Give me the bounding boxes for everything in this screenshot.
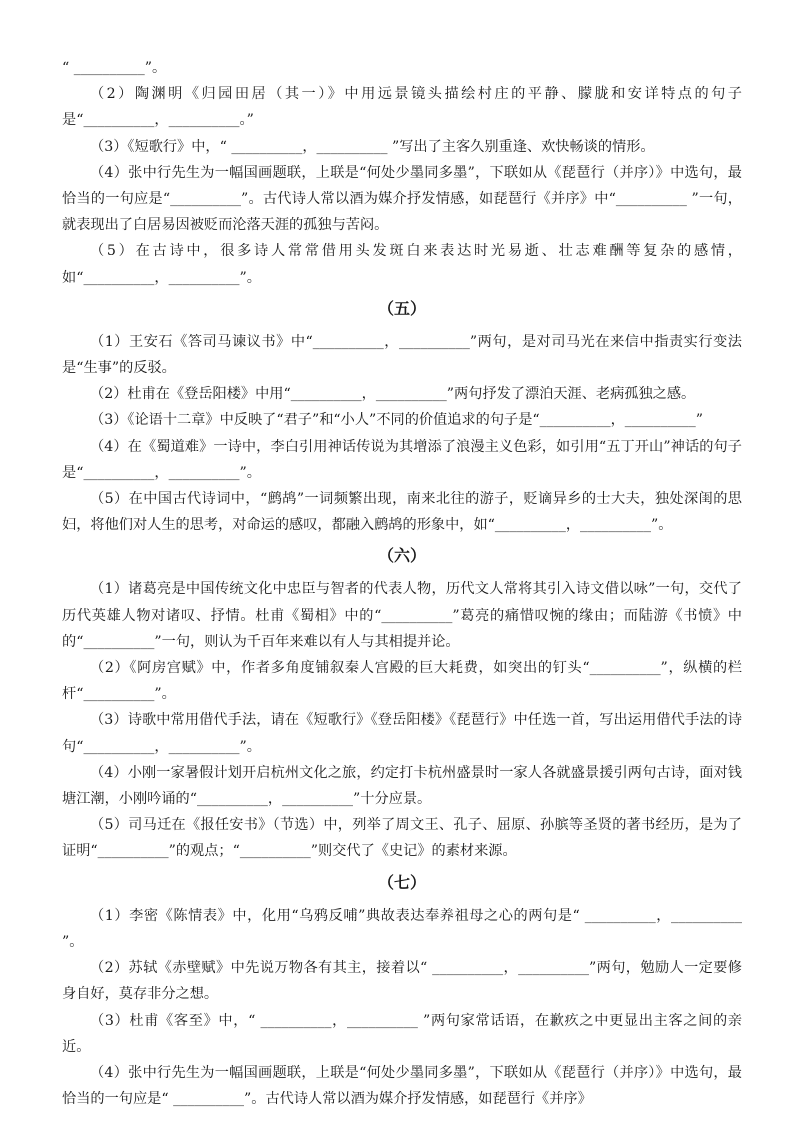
question-paragraph: （3）诗歌中常用借代手法，请在《短歌行》《登岳阳楼》《琵琶行》中任选一首，写出运用借代手法的诗句“__________，__________”。 [62,712,742,755]
question-paragraph: “ __________”。 [62,60,167,76]
question-paragraph: （4）小刚一家暑假计划开启杭州文化之旅，约定打卡杭州盛景时一家人各就盛景援引两句古诗，面对钱塘江潮，小刚吟诵的“__________，__________”十分应景。 [62,764,742,808]
question-paragraph: （2）陶渊明《归园田居（其一）》中用远景镜头描绘村庄的平静、朦胧和安详特点的句子是“__________，__________。” [62,86,742,129]
question-paragraph: （1）李密《陈情表》中，化用“乌鸦反哺”典故表达奉养祖母之心的两句是“ __________，__________ ”。 [62,907,742,950]
question-paragraph: （4）在《蜀道难》一诗中，李白引用神话传说为其增添了浪漫主义色彩，如引用“五丁开山”神话的句子是“__________，__________”。 [62,438,742,481]
question-paragraph: （4）张中行先生为一幅国画题联，上联是“何处少墨同多墨”，下联如从《琵琶行（并序）》中选句，最恰当的一句应是“__________”。古代诗人常以酒为媒介抒发情感，如琵琶行《并序》中“__________ ”一句，就表现出了白居易因被贬而沦落天涯的孤独与苦闷。 [62,164,742,234]
question-paragraph: （5）在古诗中，很多诗人常常借用头发斑白来表达时光易逝、壮志难酬等复杂的感情，如“__________，__________”。 [62,243,742,286]
question-paragraph: （3）《短歌行》中，“ __________，__________ ”写出了主客久别重逢、欢快畅谈的情形。 [90,138,655,155]
question-paragraph: （2）杜甫在《登岳阳楼》中用“__________，__________”两句抒发了漂泊天涯、老病孤独之感。 [90,386,696,403]
question-paragraph: （4）张中行先生为一幅国画题联，上联是“何处少墨同多墨”，下联如从《琵琶行（并序）》中选句，最恰当的一句应是“ __________”。古代诗人常以酒为媒介抒发情感，如琵琶行《并序》 [62,1064,742,1108]
section-heading: （六） [377,546,426,566]
section-heading: （五） [377,298,426,318]
question-paragraph: （3）《论语十二章》中反映了“君子”和“小人”不同的价值追求的句子是“__________，__________” [90,412,703,429]
question-paragraph: （1）诸葛亮是中国传统文化中忠臣与智者的代表人物，历代文人常将其引入诗文借以咏”一句，交代了历代英雄人物对诸叹、抒情。杜甫《蜀相》中的“__________”葛亮的痛惜叹惋的缘由；而陆游《书愤》中的“__________”一句，则认为千百年来难以有人与其相提并论。 [62,581,742,650]
question-paragraph: （5）司马迁在《报任安书》（节选）中，列举了周文王、孔子、屈原、孙膑等圣贤的著书经历，是为了证明“__________”的观点；“__________”则交代了《史记》的素材来源。 [62,817,742,860]
document-page [62,55,742,1112]
question-paragraph: （1）王安石《答司马谏议书》中“__________，__________”两句，是对司马光在来信中指责实行变法是“生事”的反驳。 [62,333,742,377]
question-paragraph: （2）苏轼《赤壁赋》中先说万物各有其主，接着以“ __________，__________”两句，勉励人一定要修身自好，莫存非分之想。 [62,960,742,1003]
question-paragraph: （3）杜甫《客至》中，“ __________，__________ ”两句家常话语，在歉疚之中更显出主客之间的亲近。 [62,1012,742,1055]
question-paragraph: （2）《阿房宫赋》中，作者多角度铺叙秦人宫殿的巨大耗费，如突出的钉头“__________”，纵横的栏杆“__________”。 [62,660,742,703]
question-paragraph: （5）在中国古代诗词中，“鹧鸪”一词频繁出现，南来北往的游子，贬谪异乡的士大夫，独处深闺的思妇，将他们对人生的思考，对命运的感叹，都融入鹧鸪的形象中，如“__________，__________”。 [62,491,742,534]
section-heading: （七） [377,872,426,892]
